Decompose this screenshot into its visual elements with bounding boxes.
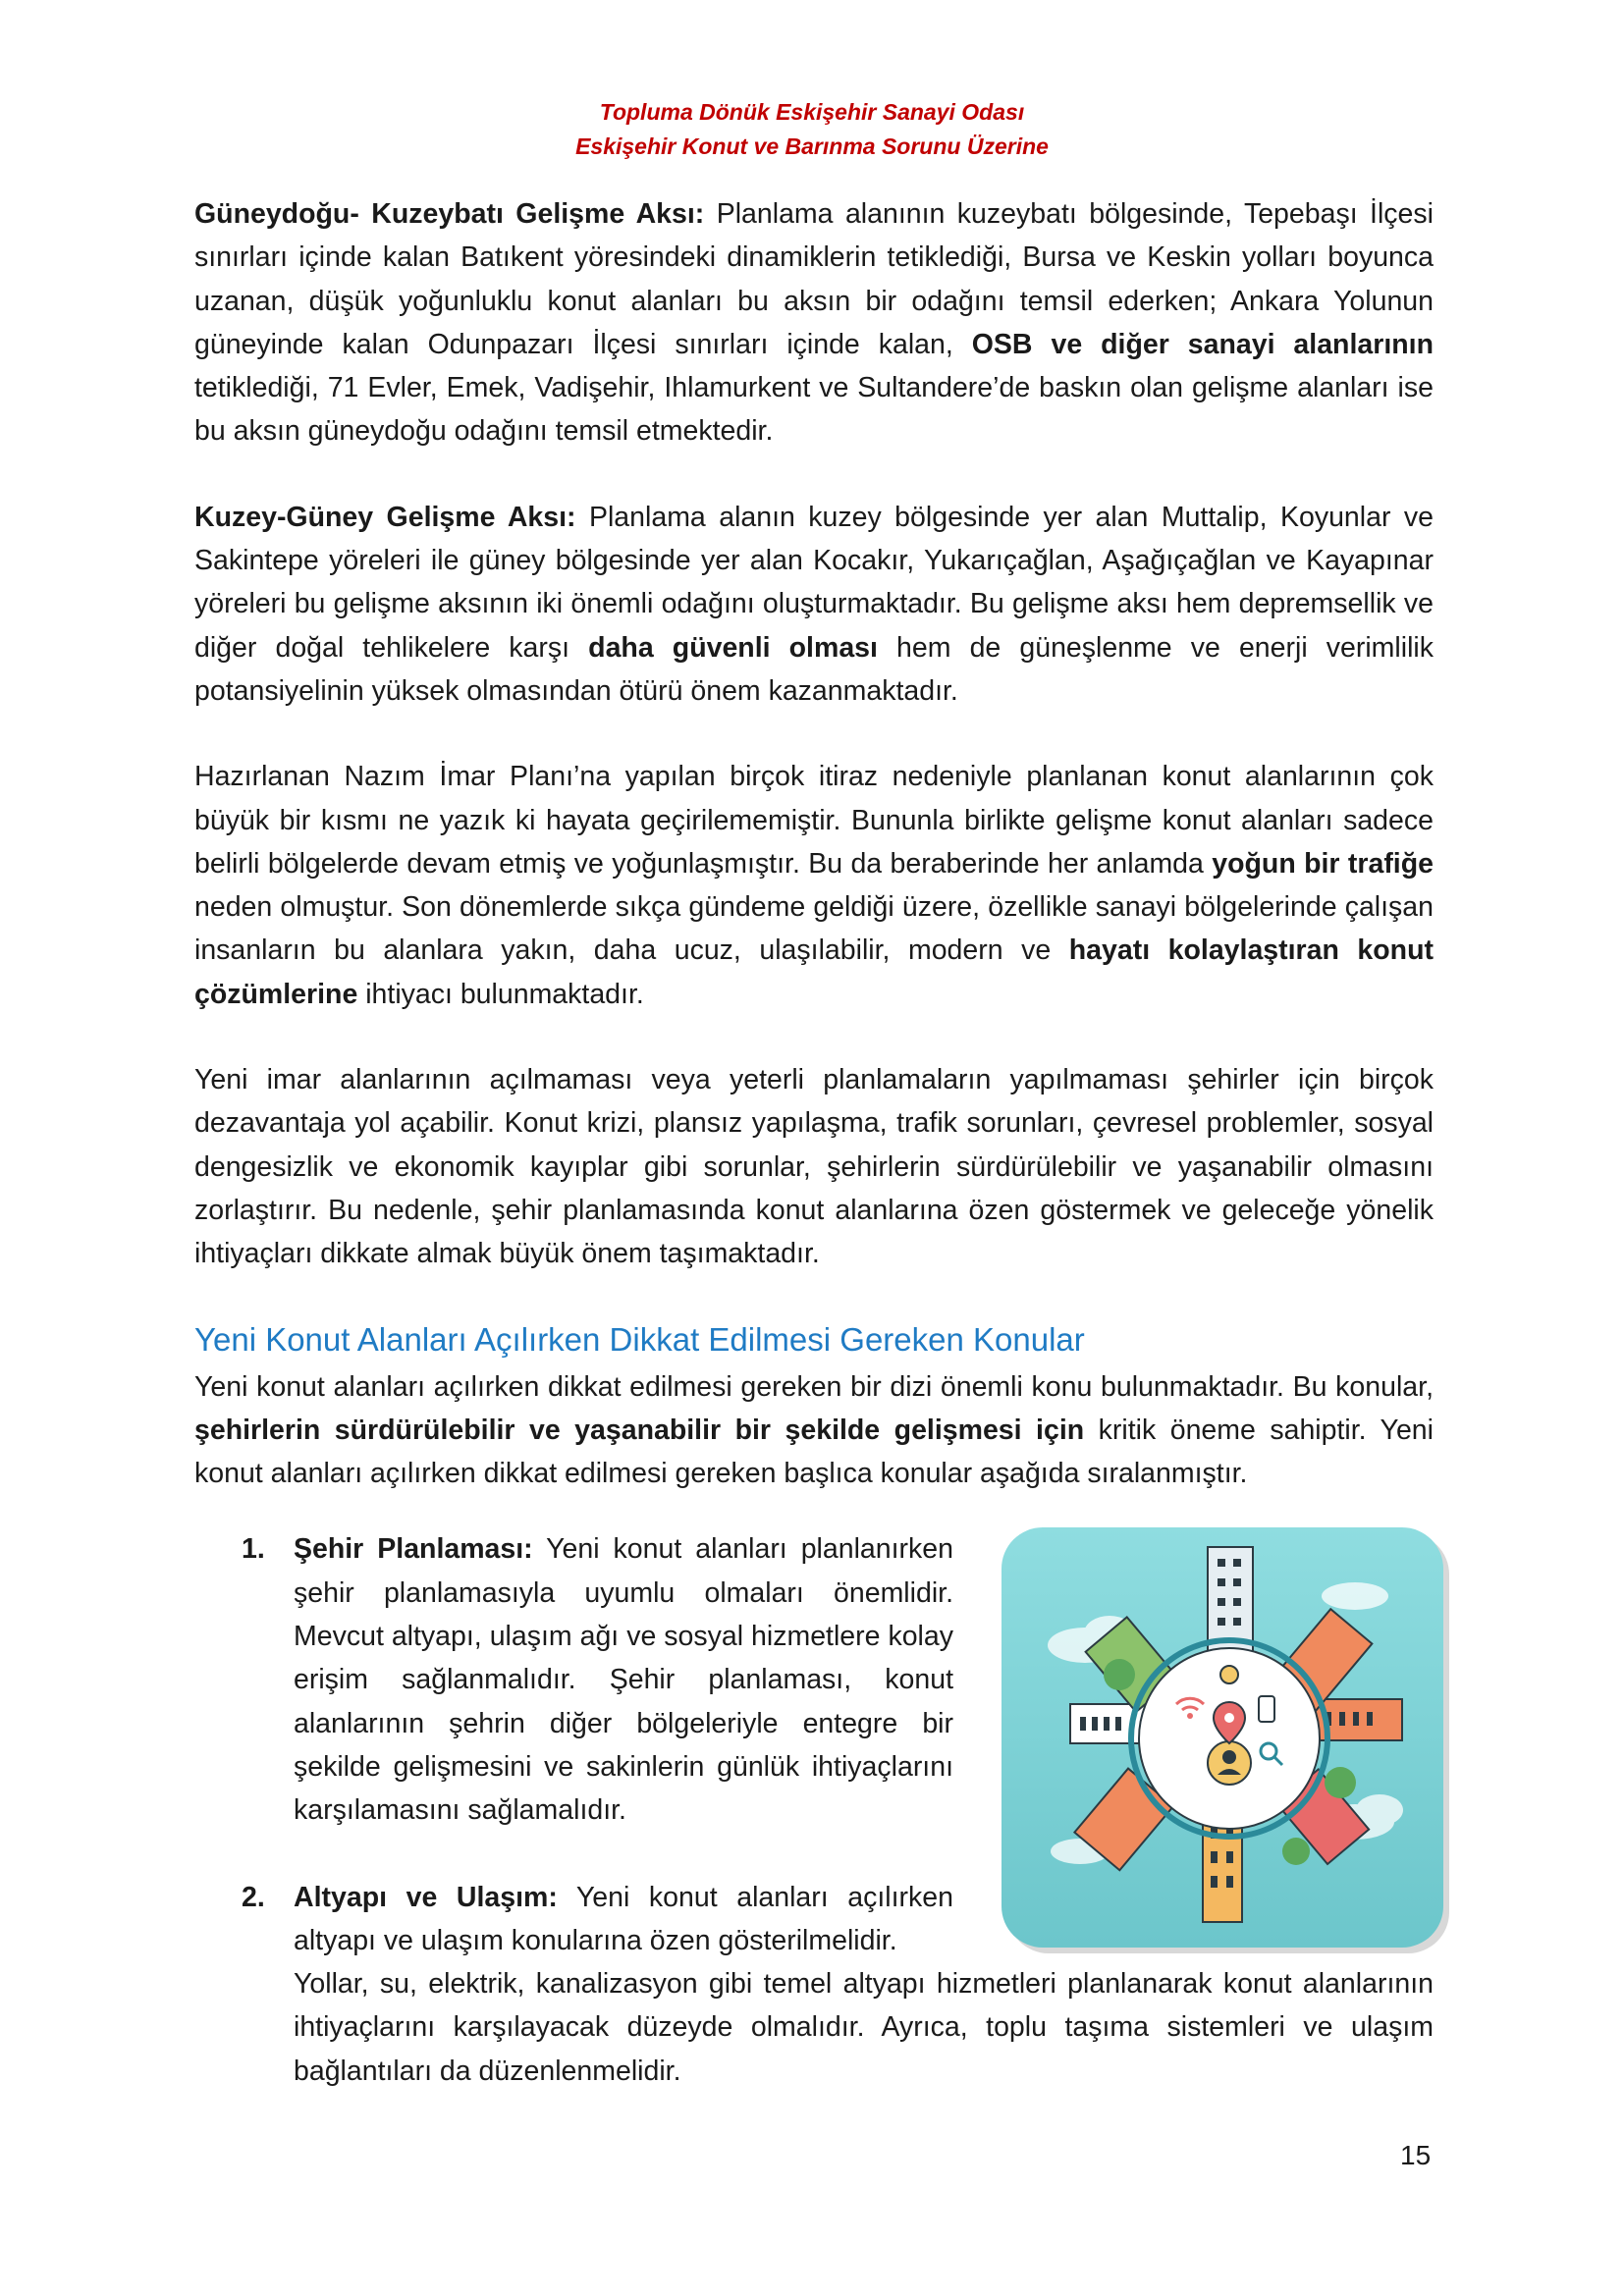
- paragraph-title: Güneydoğu- Kuzeybatı Gelişme Aksı:: [194, 198, 705, 230]
- paragraph-text: Yeni konut alanları açılırken dikkat edilmesi gereken bir dizi önemli konu bulunmaktadır. Bu konular,: [194, 1370, 1434, 1403]
- list-item-number: 2.: [242, 1881, 265, 1913]
- list-item: [194, 1876, 1434, 2093]
- section-intro: [194, 1365, 1434, 1496]
- paragraph-title: Kuzey-Güney Gelişme Aksı:: [194, 501, 576, 533]
- paragraph-text: kritik öneme sahiptir. Yeni konut alanları açılırken dikkat edilmesi gereken başlıca konular aşağıda sıralanmıştır.: [194, 1414, 1434, 1490]
- list-item: [194, 1527, 1434, 1832]
- paragraph-zoning-plan: [194, 755, 1434, 1016]
- paragraph-text: neden olmuştur. Son dönemlerde sıkça gündeme geldiği üzere, özellikle sanayi bölgelerinde çalışan insanların bu alanlara yakın, daha ucuz, ulaşılabilir, modern ve: [194, 891, 1434, 967]
- paragraph-text: Planlama alanın kuzey bölgesinde yer alan Muttalip, Koyunlar ve Sakintepe yöreleri ile güney bölgesinde yer alan Kocakır, Yukarıçağlan, Aşağıçağlan ve Kayapınar yöreleri bu gelişme aksının iki önemli odağını oluşturmaktadır. Bu gelişme aksı hem depremsellik ve diğer doğal tehlikelere karşı: [194, 501, 1434, 664]
- paragraph-new-zoning-areas: [194, 1058, 1434, 1275]
- header-line-2: Eskişehir Konut ve Barınma Sorunu Üzerine: [575, 133, 1049, 159]
- list-item-title: Şehir Planlaması:: [294, 1533, 533, 1566]
- header-line-1: Topluma Dönük Eskişehir Sanayi Odası: [599, 99, 1025, 125]
- paragraph-emphasis: şehirlerin sürdürülebilir ve yaşanabilir bir şekilde gelişmesi için: [194, 1414, 1085, 1446]
- running-header: [0, 95, 1624, 164]
- page-number: 15: [1400, 2140, 1432, 2170]
- paragraph-text: Planlama alanının kuzeybatı bölgesinde, Tepebaşı İlçesi sınırları içinde kalan Batıkent yöresindeki dinamiklerin tetiklediği, Bursa ve Keskin yolları boyunca uzanan, düşük yoğunluklu konut alanları bu aksın bir odağını temsil ederken; Ankara Yolunun güneyinde kalan Odunpazarı İlçesi sınırları içinde kalan,: [194, 198, 1434, 360]
- paragraph-emphasis: OSB ve diğer sanayi alanlarının: [971, 328, 1434, 360]
- list-item-title: Altyapı ve Ulaşım:: [294, 1881, 558, 1913]
- list-item-text: Yollar, su, elektrik, kanalizasyon gibi temel altyapı hizmetleri planlanarak konut alanlarının ihtiyaçlarını karşılayacak düzeyde olmalıdır. Ayrıca, toplu taşıma sistemleri ve ulaşım bağlantıları da düzenlenmelidir.: [294, 1968, 1434, 2087]
- paragraph-text: ihtiyacı bulunmaktadır.: [357, 978, 644, 1010]
- list-item-text: Yeni konut alanları açılırken altyapı ve ulaşım konularına özen gösterilmelidir.: [294, 1881, 953, 1956]
- paragraph-north-south-axis: [194, 496, 1434, 713]
- list-item-number: 1.: [242, 1533, 265, 1566]
- list-item-text: Yeni konut alanları planlanırken şehir planlamasıyla uyumlu olmaları önemlidir. Mevcut altyapı, ulaşım ağı ve sosyal hizmetlere kolay erişim sağlanmalıdır. Şehir planlaması, konut alanlarının şehrin diğer bölgeleriyle entegre bir şekilde gelişmesini ve sakinlerin günlük ihtiyaçlarını karşılamasını sağlamalıdır.: [294, 1533, 953, 1827]
- numbered-list: [194, 1527, 1434, 2093]
- paragraph-emphasis: hayatı kolaylaştıran konut çözümlerine: [194, 934, 1434, 1010]
- main-content: [194, 192, 1434, 2093]
- paragraph-southeast-northwest-axis: [194, 192, 1434, 454]
- paragraph-emphasis: daha güvenli olması: [588, 631, 878, 664]
- paragraph-emphasis: yoğun bir trafiğe: [1212, 847, 1434, 880]
- paragraph-text: hem de güneşlenme ve enerji verimlilik potansiyelinin yüksek olmasından ötürü önem kazanmaktadır.: [194, 631, 1434, 707]
- paragraph-text: Hazırlanan Nazım İmar Planı’na yapılan birçok itiraz nedeniyle planlanan konut alanlarının çok büyük bir kısmı ne yazık ki hayata geçirilememiştir. Bununla birlikte gelişme konut alanları sadece belirli bölgelerde devam etmiş ve yoğunlaşmıştır. Bu da beraberinde her anlamda: [194, 761, 1434, 880]
- paragraph-text: Yeni imar alanlarının açılmaması veya yeterli planlamaların yapılmaması şehirler için birçok dezavantaja yol açabilir. Konut krizi, plansız yapılaşma, trafik sorunları, çevresel problemler, sosyal dengesizlik ve ekonomik kayıplar gibi sorunlar, şehirlerin sürdürülebilir ve yaşanabilir olmasını zorlaştırır. Bu nedenle, şehir planlamasında konut alanlarına özen göstermek ve geleceğe yönelik ihtiyaçları dikkate almak büyük önem taşımaktadır.: [194, 1064, 1434, 1270]
- section-heading: Yeni Konut Alanları Açılırken Dikkat Edilmesi Gereken Konular: [194, 1320, 1085, 1358]
- paragraph-text: tetiklediği, 71 Evler, Emek, Vadişehir, Ihlamurkent ve Sultandere’de baskın olan gelişme alanları ise bu aksın güneydoğu odağını temsil etmektedir.: [194, 372, 1434, 448]
